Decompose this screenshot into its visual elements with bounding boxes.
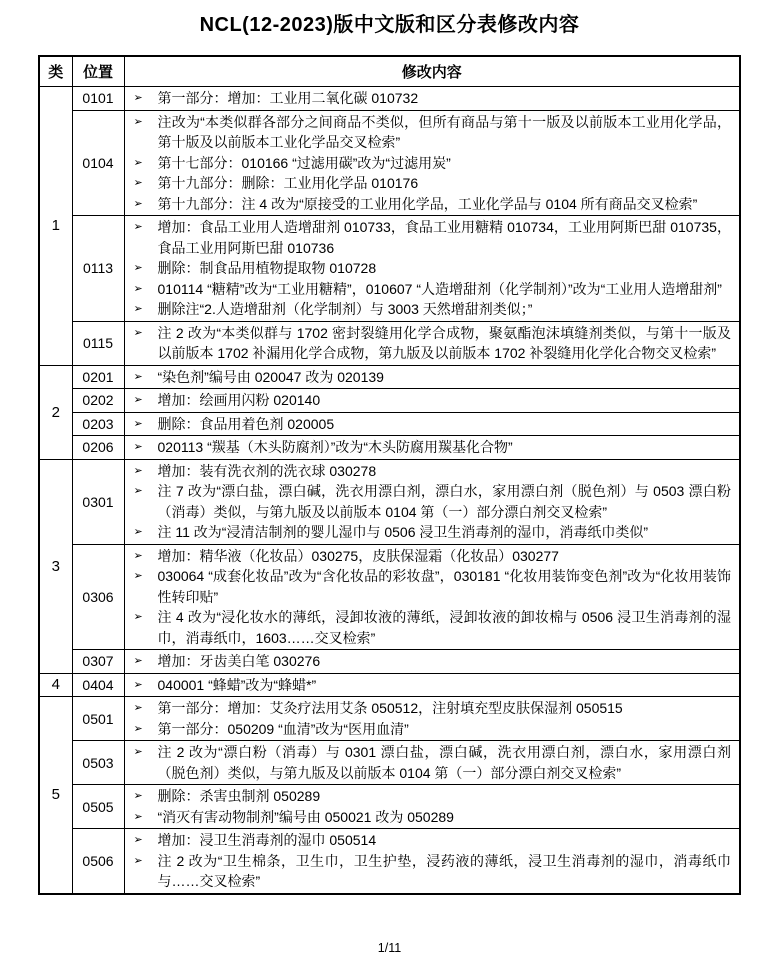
change-text: 增加：牙齿美白笔 030276 [157,653,321,669]
content-cell [124,650,740,674]
class-cell: 2 [39,365,72,459]
content-cell [124,785,740,829]
change-item [129,323,732,364]
class-cell: 5 [39,697,72,894]
content-cell [124,87,740,111]
content-cell [124,216,740,322]
change-item [129,299,732,320]
position-cell: 0202 [72,389,124,413]
position-cell: 0113 [72,216,124,322]
position-cell: 0506 [72,829,124,894]
change-item [129,437,732,458]
change-item [129,390,732,411]
change-text: 第一部分：050209 “血清”改为“医用血清” [157,720,409,737]
content-cell [124,412,740,436]
change-item [129,675,732,696]
arrow-bullet-icon: ➢ [133,721,143,735]
position-cell: 0115 [72,321,124,365]
change-text: 注 11 改为“浸清洁制剂的婴儿湿巾与 0506 浸卫生消毒剂的湿巾，消毒纸巾类似” [157,524,649,540]
change-item [129,566,732,607]
change-item [129,367,732,388]
arrow-bullet-icon: ➢ [133,261,143,274]
change-item [129,279,732,300]
change-item [129,217,732,258]
content-cell [124,459,740,544]
position-cell: 0501 [72,697,124,741]
header-class: 类 [39,56,72,87]
table-row [39,785,740,829]
table-row [39,697,740,741]
change-item [129,698,732,719]
header-content: 修改内容 [124,56,740,87]
table-row [39,829,740,894]
change-text: 注改为“本类似群各部分之间商品不类似，但所有商品与第十一版及以前版本工业用化学品，第十版及以前版本工业化学品交叉检索” [157,113,731,150]
change-item [129,153,732,174]
change-item [129,830,732,851]
change-item [129,742,732,783]
position-cell: 0503 [72,741,124,785]
change-text: 030064 “成套化妆品”改为“含化妆品的彩妆盘”，030181 “化妆用装饰变色剂”改为“化妆用装饰性转印贴” [157,568,731,605]
arrow-bullet-icon: ➢ [133,463,143,477]
change-text: 删除：杀害虫制剂 050289 [157,788,321,804]
arrow-bullet-icon: ➢ [133,833,143,846]
change-text: 增加：食品工业用人造增甜剂 010733，食品工业用糖精 010734，工业用阿斯巴甜 010735，食品工业用阿斯巴甜 010736 [157,219,731,256]
change-item [129,522,732,543]
table-row [39,110,740,216]
arrow-bullet-icon: ➢ [133,416,143,430]
change-text: “消灭有害动物制剂”编号由 050021 改为 050289 [157,808,454,825]
table-row [39,741,740,785]
change-text: 增加：精华液（化妆品）030275，皮肤保湿霜（化妆品）030277 [157,547,559,564]
change-item [129,194,732,215]
class-cell: 4 [39,673,72,697]
change-item [129,258,732,279]
arrow-bullet-icon: ➢ [133,677,143,691]
arrow-bullet-icon: ➢ [133,610,143,623]
change-text: 注 7 改为“漂白盐，漂白碱，洗衣用漂白剂，漂白水，家用漂白剂（脱色剂）与 0503 漂白粉（消毒）类似，与第九版及以前版本 0104 第（一）部分漂白剂交叉检索” [157,483,731,520]
arrow-bullet-icon: ➢ [133,745,143,758]
content-cell [124,673,740,697]
content-cell [124,321,740,365]
change-text: 注 2 改为“漂白粉（消毒）与 0301 漂白盐，漂白碱，洗衣用漂白剂，漂白水，家用漂白剂（脱色剂）类似，与第九版及以前版本 0104 第（一）部分漂白剂交叉检索” [157,744,731,781]
change-item [129,88,732,109]
change-item [129,173,732,194]
arrow-bullet-icon: ➢ [133,369,143,383]
arrow-bullet-icon: ➢ [133,525,143,538]
position-cell: 0404 [72,673,124,697]
change-item [129,851,732,892]
position-cell: 0203 [72,412,124,436]
position-cell: 0505 [72,785,124,829]
table-row [39,321,740,365]
change-text: 第十九部分：注 4 改为“原接受的工业用化学品，工业化学品与 0104 所有商品交叉检索” [157,195,698,212]
arrow-bullet-icon: ➢ [133,853,143,867]
table-row [39,87,740,111]
change-text: 删除：制食品用植物提取物 010728 [157,260,377,276]
content-cell [124,365,740,389]
change-text: 040001 “蜂蜡”改为“蜂蜡*” [157,676,317,693]
page-number: 1/11 [377,941,402,955]
arrow-bullet-icon: ➢ [133,789,143,802]
change-text: 注 4 改为“浸化妆水的薄纸，浸卸妆液的薄纸，浸卸妆液的卸妆棉与 0506 浸卫生消毒剂的湿巾，消毒纸巾，1603……交叉检索” [157,609,731,646]
change-text: 020113 “羰基（木头防腐剂）”改为“木头防腐用羰基化合物” [157,439,513,455]
arrow-bullet-icon: ➢ [133,155,143,169]
table-row [39,216,740,322]
change-item [129,461,732,482]
table-row [39,389,740,413]
change-text: 第一部分：增加：艾灸疗法用艾条 050512，注射填充型皮肤保湿剂 050515 [157,700,623,716]
arrow-bullet-icon: ➢ [133,176,143,189]
table-row [39,436,740,460]
change-text: 增加：浸卫生消毒剂的湿巾 050514 [157,832,377,848]
change-text: 注 2 改为“本类似群与 1702 密封裂缝用化学合成物，聚氨酯泡沫填缝剂类似，与第十一版及以前版本 1702 补漏用化学合成物，第九版及以前版本 1702 补裂缝用化学化合物交叉检索” [157,324,731,361]
change-text: 删除注“2.人造增甜剂（化学制剂）与 3003 天然增甜剂类似；” [157,301,533,317]
table-row [39,412,740,436]
arrow-bullet-icon: ➢ [133,393,143,406]
change-item [129,481,732,522]
header-position: 位置 [72,56,124,87]
table-header-row [39,56,740,87]
arrow-bullet-icon: ➢ [133,548,143,562]
change-item [129,651,732,672]
change-item [129,607,732,648]
content-cell [124,829,740,894]
change-item [129,546,732,567]
position-cell: 0104 [72,110,124,216]
document-title: NCL(12-2023)版中文版和区分表修改内容 [199,14,580,36]
arrow-bullet-icon: ➢ [133,484,143,497]
arrow-bullet-icon: ➢ [133,701,143,714]
table-row [39,459,740,544]
position-cell: 0206 [72,436,124,460]
content-cell [124,436,740,460]
position-cell: 0201 [72,365,124,389]
position-cell: 0301 [72,459,124,544]
change-text: 删除：食品用着色剂 020005 [157,415,335,432]
arrow-bullet-icon: ➢ [133,809,143,823]
content-cell [124,544,740,650]
change-text: 第十九部分：删除：工业用化学品 010176 [157,175,419,191]
changes-table-body [39,87,740,894]
arrow-bullet-icon: ➢ [133,114,143,128]
change-item [129,719,732,740]
table-row [39,650,740,674]
arrow-bullet-icon: ➢ [133,91,143,104]
arrow-bullet-icon: ➢ [133,302,143,315]
arrow-bullet-icon: ➢ [133,281,143,295]
table-row [39,544,740,650]
content-cell [124,741,740,785]
class-cell: 3 [39,459,72,673]
change-text: 第一部分：增加：工业用二氧化碳 010732 [157,90,419,106]
change-item [129,786,732,807]
arrow-bullet-icon: ➢ [133,220,143,233]
content-cell [124,389,740,413]
change-text: 增加：装有洗衣剂的洗衣球 030278 [157,462,377,479]
table-row [39,365,740,389]
arrow-bullet-icon: ➢ [133,325,143,339]
arrow-bullet-icon: ➢ [133,440,143,453]
change-item [129,112,732,153]
position-cell: 0101 [72,87,124,111]
arrow-bullet-icon: ➢ [133,196,143,210]
change-text: 第十七部分：010166 “过滤用碳”改为“过滤用炭” [157,154,451,171]
class-cell: 1 [39,87,72,366]
content-cell [124,697,740,741]
arrow-bullet-icon: ➢ [133,654,143,667]
position-cell: 0307 [72,650,124,674]
content-cell [124,110,740,216]
change-text: 注 2 改为“卫生棉条，卫生巾，卫生护垫，浸药液的薄纸，浸卫生消毒剂的湿巾，消毒纸巾与……交叉检索” [157,852,731,889]
arrow-bullet-icon: ➢ [133,569,143,582]
position-cell: 0306 [72,544,124,650]
change-text: 增加：绘画用闪粉 020140 [157,392,321,408]
change-item [129,807,732,828]
change-text: “染色剂”编号由 020047 改为 020139 [157,368,384,385]
change-text: 010114 “糖精”改为“工业用糖精”，010607 “人造增甜剂（化学制剂）”改为“工业用人造增甜剂” [157,280,722,297]
changes-table [38,55,741,895]
table-row [39,673,740,697]
change-item [129,414,732,435]
